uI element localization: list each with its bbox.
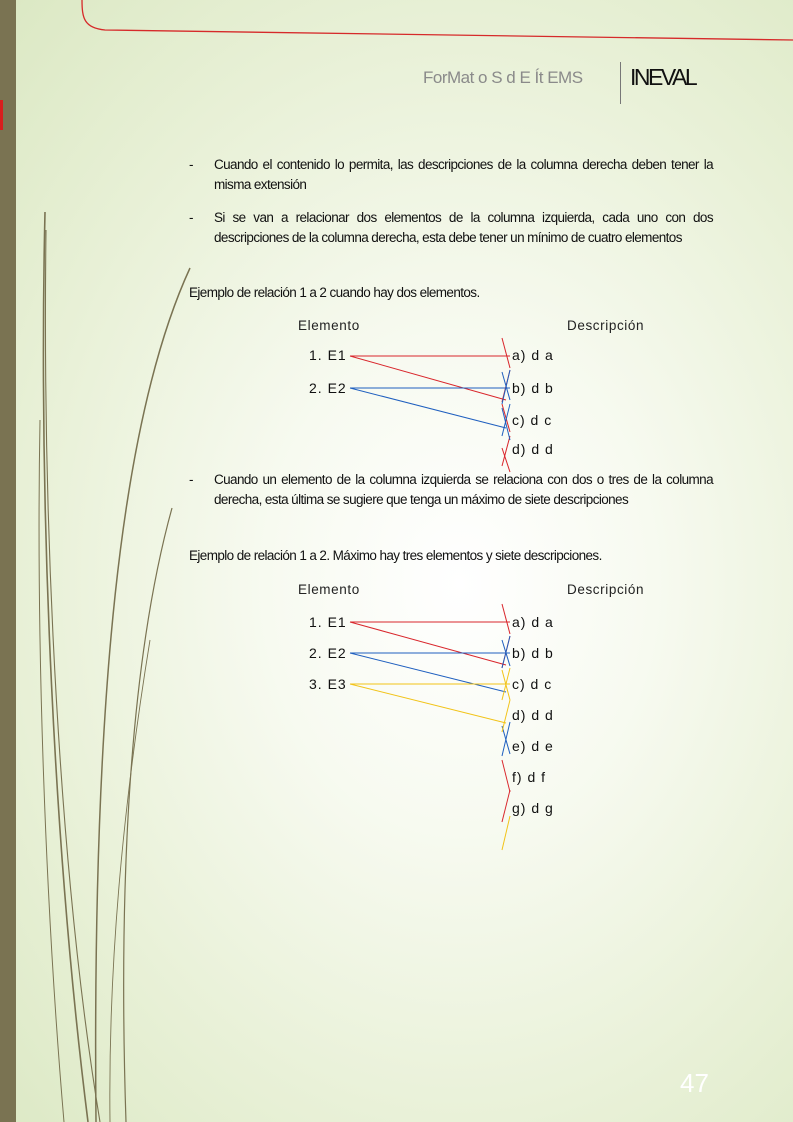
example1-desc-a: a) d a bbox=[512, 347, 554, 363]
example1-element-1: 1. E1 bbox=[309, 347, 347, 363]
example1-desc-c: c) d c bbox=[512, 412, 553, 428]
bullet-text: Si se van a relacionar dos elementos de la columna izquierda, cada uno con dos descripciones de la columna derecha, esta debe tener un mínimo de cuatro elementos bbox=[214, 210, 713, 245]
example2-desc-d: d) d d bbox=[512, 707, 554, 723]
example2-desc-c: c) d c bbox=[512, 676, 553, 692]
example2-element-2: 2. E2 bbox=[309, 645, 347, 661]
ex2-line-e3-e bbox=[350, 684, 506, 723]
example2-desc-a: a) d a bbox=[512, 614, 554, 630]
example2-desc-e: e) d e bbox=[512, 738, 554, 754]
example1-desc-b: b) d b bbox=[512, 380, 554, 396]
ineval-logo: INEVAL bbox=[630, 64, 696, 90]
example2-desc-f: f) d f bbox=[512, 769, 547, 785]
bullet-item: - Si se van a relacionar dos elementos de la columna izquierda, cada uno con dos descripciones de la columna derecha, esta debe tener un mínimo de cuatro elementos bbox=[189, 208, 713, 248]
example1-title: Ejemplo de relación 1 a 2 cuando hay dos elementos. bbox=[189, 285, 480, 300]
ex1-tick-red-1 bbox=[502, 338, 510, 368]
example1-element-2: 2. E2 bbox=[309, 380, 347, 396]
example2-element-1: 1. E1 bbox=[309, 614, 347, 630]
ex1-line-e2-c bbox=[350, 388, 506, 428]
example2-desc-b: b) d b bbox=[512, 645, 554, 661]
example2-col-description: Descripción bbox=[567, 582, 645, 597]
example1-col-description: Descripción bbox=[567, 318, 645, 333]
example2-col-element: Elemento bbox=[298, 582, 360, 597]
example2-desc-g: g) d g bbox=[512, 800, 554, 816]
example2-title: Ejemplo de relación 1 a 2. Máximo hay tres elementos y siete descripciones. bbox=[189, 548, 602, 563]
ex2-tick-red-3 bbox=[502, 760, 510, 792]
bullet-item: - Cuando un elemento de la columna izquierda se relaciona con dos o tres de la columna derecha, esta última se sugiere que tenga un máximo de siete descripciones bbox=[189, 470, 713, 510]
ex2-tick-red-1 bbox=[502, 604, 510, 634]
ex1-line-e1-c bbox=[350, 356, 506, 400]
example1-col-element: Elemento bbox=[298, 318, 360, 333]
bullet-text: Cuando el contenido lo permita, las descripciones de la columna derecha deben tener la misma extensión bbox=[214, 157, 713, 192]
example2-element-3: 3. E3 bbox=[309, 676, 347, 692]
ex2-tick-red-4 bbox=[502, 790, 510, 822]
header-format-text: ForMat o S d E Ít EMS bbox=[423, 68, 583, 87]
ex2-tick-yellow-4 bbox=[502, 816, 510, 850]
bullet-item: - Cuando el contenido lo permita, las descripciones de la columna derecha deben tener la misma extensión bbox=[189, 155, 713, 195]
bullet-text: Cuando un elemento de la columna izquierda se relaciona con dos o tres de la columna derecha, esta última se sugiere que tenga un máximo de siete descripciones bbox=[214, 472, 713, 507]
example1-desc-d: d) d d bbox=[512, 441, 554, 457]
page-number: 47 bbox=[680, 1068, 709, 1098]
ex1-tick-blue-4 bbox=[502, 408, 510, 440]
